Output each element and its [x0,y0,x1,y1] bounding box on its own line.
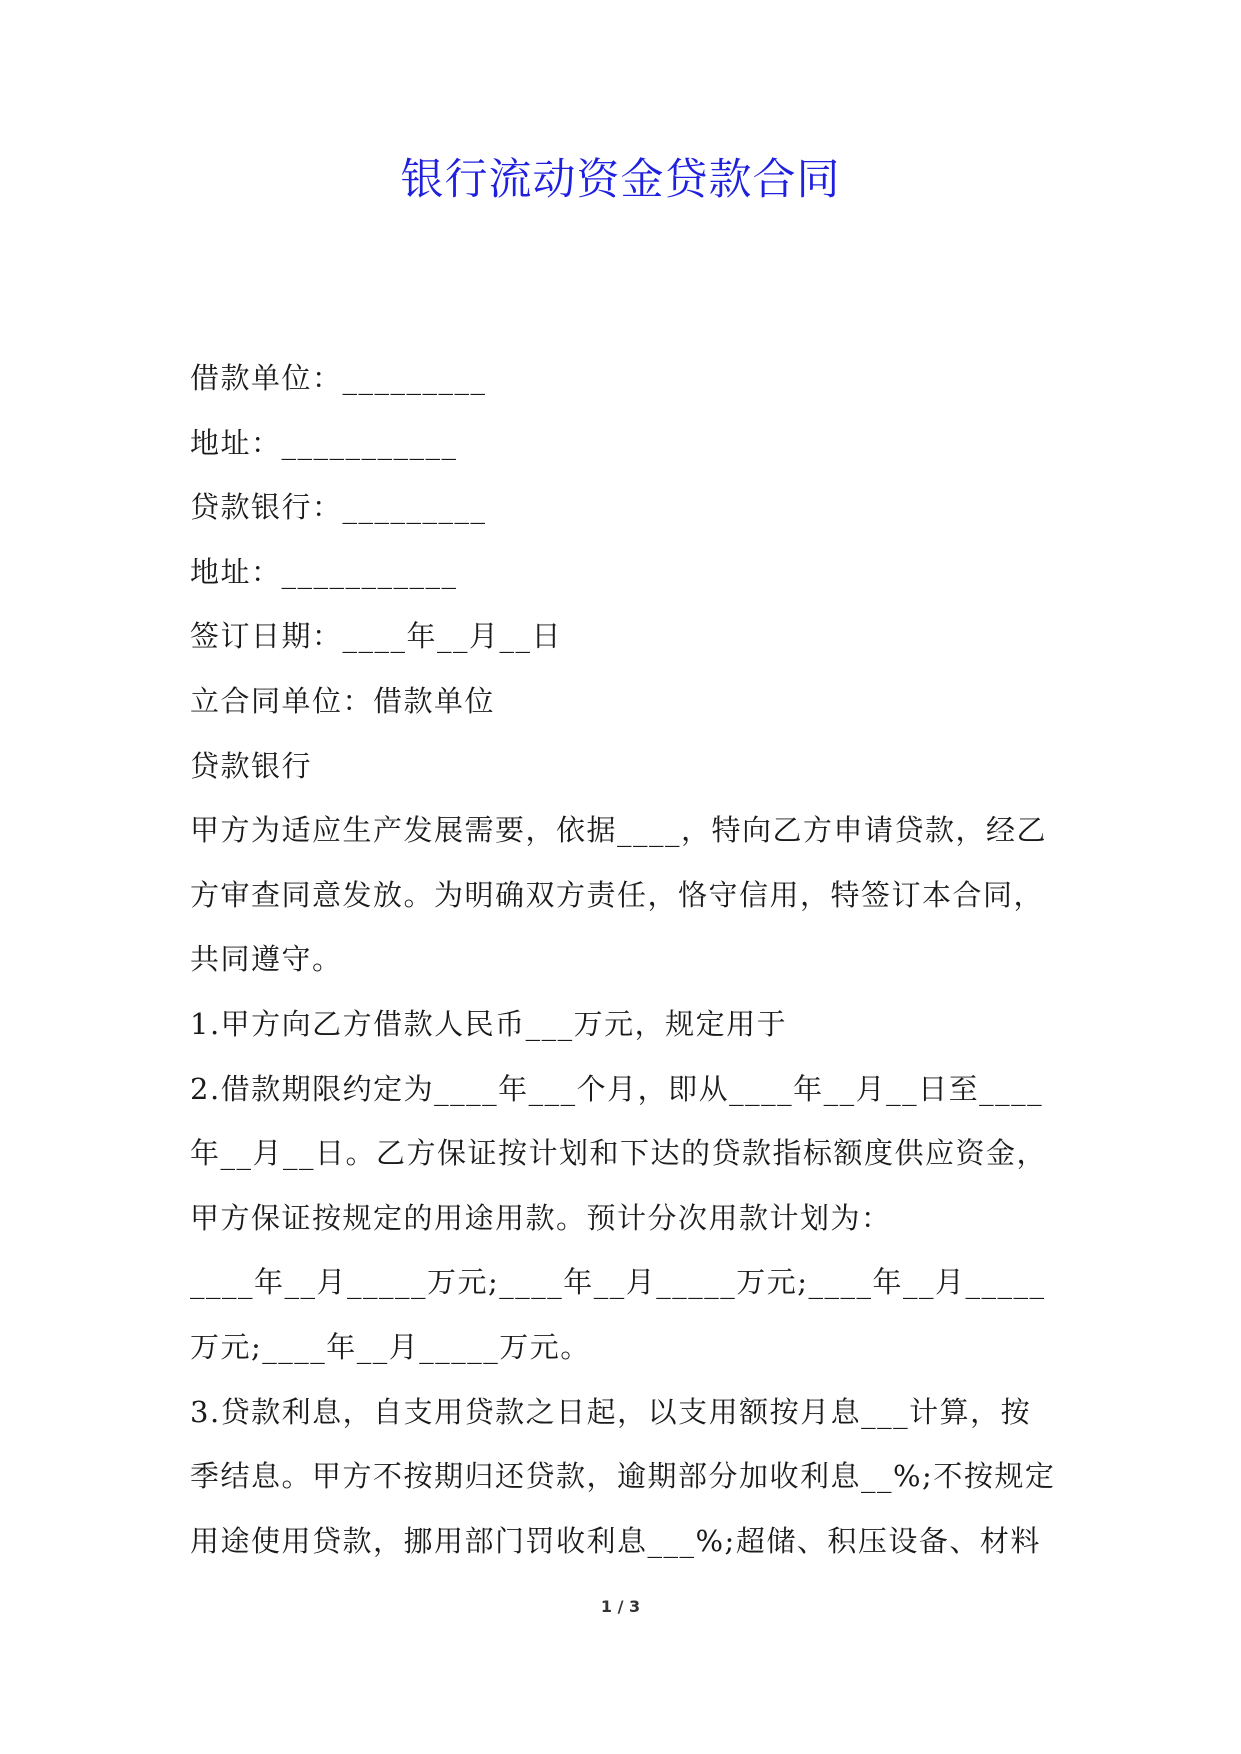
text-line: 万元;____年__月_____万元。 [190,1329,591,1364]
text-line: 共同遵守。 [190,942,343,977]
text-line: 甲方保证按规定的用途用款。预计分次用款计划为： [190,1200,892,1235]
text-line: 年__月__日。乙方保证按计划和下达的贷款指标额度供应资金， [190,1136,1048,1171]
page-number: 1 / 3 [600,1597,641,1616]
text-line: 方审查同意发放。为明确双方责任，恪守信用，特签订本合同， [190,877,1045,912]
document-title: 银行流动资金贷款合同 [400,155,841,205]
text-line: ____年__月_____万元;____年__月_____万元;____年__月_____ [190,1265,1046,1300]
text-line: 季结息。甲方不按期归还贷款，逾期部分加收利息__%;不按规定 [190,1459,1056,1494]
text-line: 借款单位：_________ [190,361,487,395]
text-line: 2.借款期限约定为____年___个月，即从____年__月__日至____ [190,1071,1044,1106]
text-line: 地址：___________ [190,554,458,589]
text-line: 地址：___________ [190,425,458,460]
text-line: 3.贷款利息，自支用贷款之日起，以支用额按月息___计算，按 [190,1394,1032,1429]
text-line: 甲方为适应生产发展需要，依据____，特向乙方申请贷款，经乙 [190,813,1048,848]
text-line: 贷款银行 [190,748,313,783]
text-line: 立合同单位：借款单位 [190,683,496,718]
text-line: 签订日期：____年__月__日 [190,619,563,654]
document-body [190,346,1070,1573]
text-line: 1.甲方向乙方借款人民币___万元，规定用于 [190,1006,788,1041]
text-line: 贷款银行：_________ [190,490,487,525]
text-line: 用途使用贷款，挪用部门罚收利息___%;超储、积压设备、材料 [190,1523,1041,1558]
